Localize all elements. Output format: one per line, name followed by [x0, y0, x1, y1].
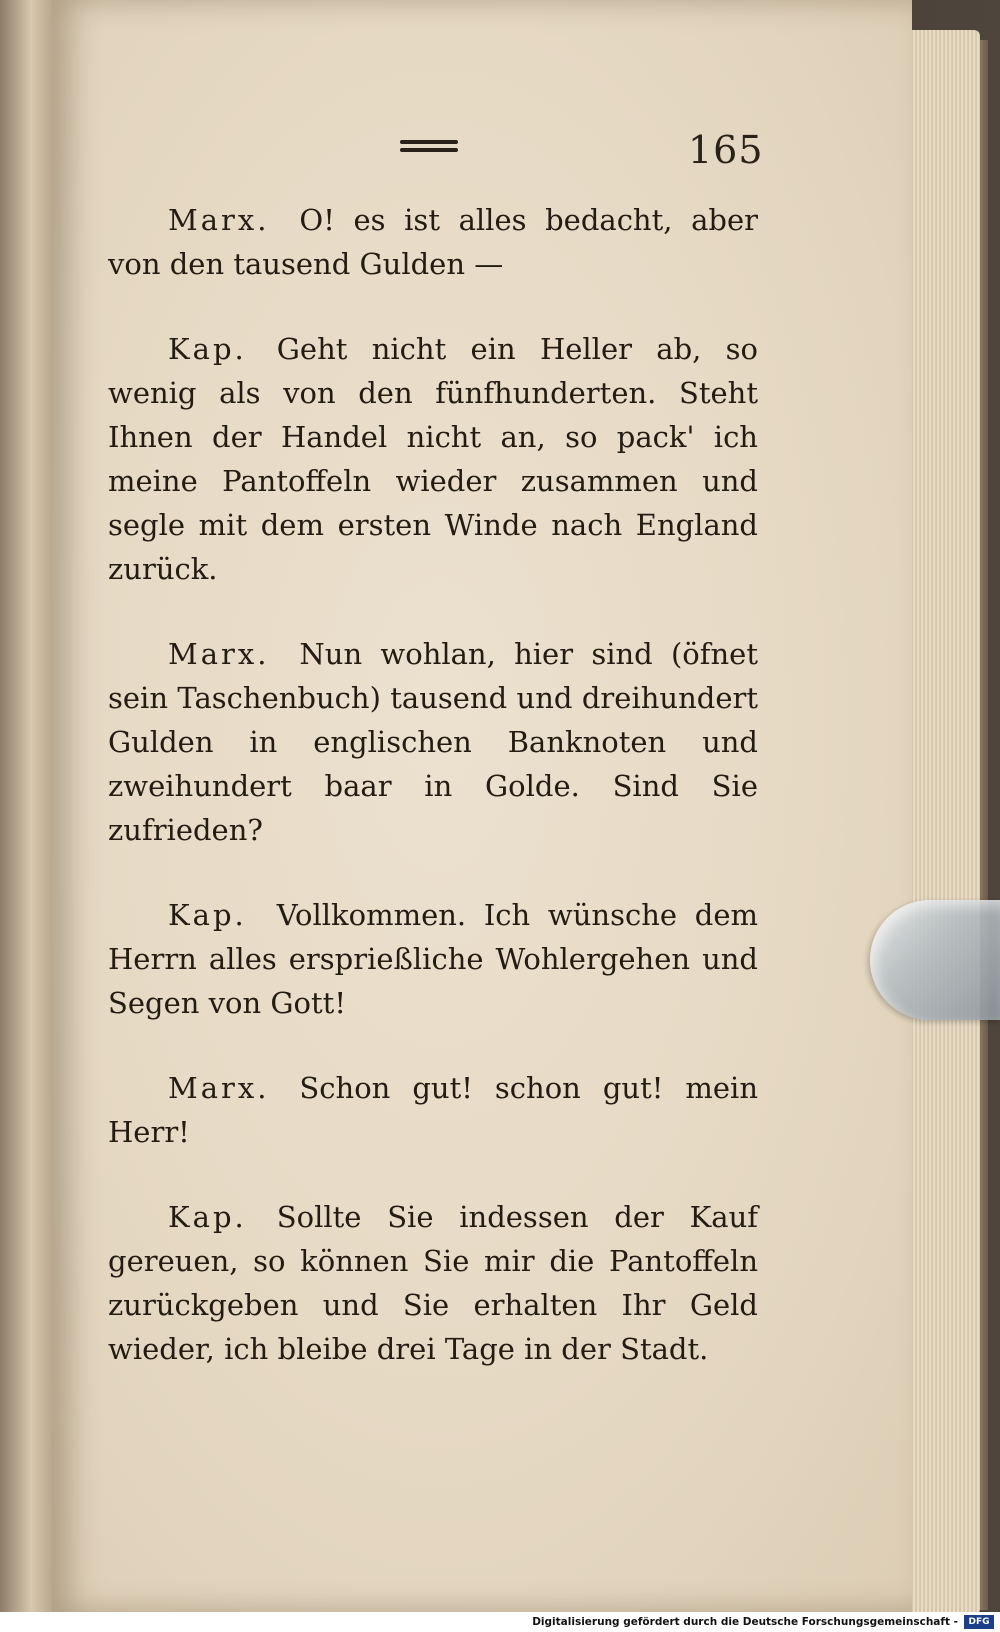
paragraph	[108, 1195, 758, 1371]
text-block	[108, 198, 758, 1412]
footer-credit: Digitalisierung gefördert durch die Deutsche Forschungsgemeinschaft -	[532, 1616, 958, 1628]
paragraph	[108, 1066, 758, 1154]
speaker-label: Kap.	[168, 332, 247, 366]
paragraph-text: Geht nicht ein Heller ab, so wenig als von den fünfhunderten. Steht Ihnen der Handel nicht an, so pack' ich meine Pantoffeln wieder zusammen und segle mit dem ersten Winde nach England zurück.	[108, 332, 758, 586]
dfg-logo-icon: DFG	[964, 1615, 994, 1629]
speaker-label: Marx.	[168, 1071, 270, 1105]
paragraph	[108, 327, 758, 591]
header-double-rule	[400, 140, 458, 154]
speaker-label: Kap.	[168, 1200, 247, 1234]
paragraph-text: Sollte Sie indessen der Kauf gereuen, so können Sie mir die Pantoffeln zurückgeben und Sie erhalten Ihr Geld wieder, ich bleibe drei Tage in der Stadt.	[108, 1200, 758, 1366]
speaker-label: Marx.	[168, 637, 270, 671]
page-number: 165	[688, 128, 764, 172]
paragraph	[108, 198, 758, 286]
speaker-label: Kap.	[168, 898, 247, 932]
scanner-thumb-clip	[870, 900, 1000, 1020]
paragraph-text: Schon gut! schon gut! mein Herr!	[108, 1071, 758, 1149]
paragraph	[108, 632, 758, 852]
speaker-label: Marx.	[168, 203, 270, 237]
paragraph	[108, 893, 758, 1025]
page-stack	[905, 30, 980, 1615]
paragraph-text: O! es ist alles bedacht, aber von den tausend Gulden —	[108, 203, 758, 281]
left-page-edge	[0, 0, 52, 1612]
paragraph-text: Vollkommen. Ich wünsche dem Herrn alles ersprießliche Wohlergehen und Segen von Gott!	[108, 898, 758, 1020]
paragraph-text: Nun wohlan, hier sind (öfnet sein Taschenbuch) tausend und dreihundert Gulden in englischen Banknoten und zweihundert baar in Golde. Sind Sie zufrieden?	[108, 637, 758, 847]
